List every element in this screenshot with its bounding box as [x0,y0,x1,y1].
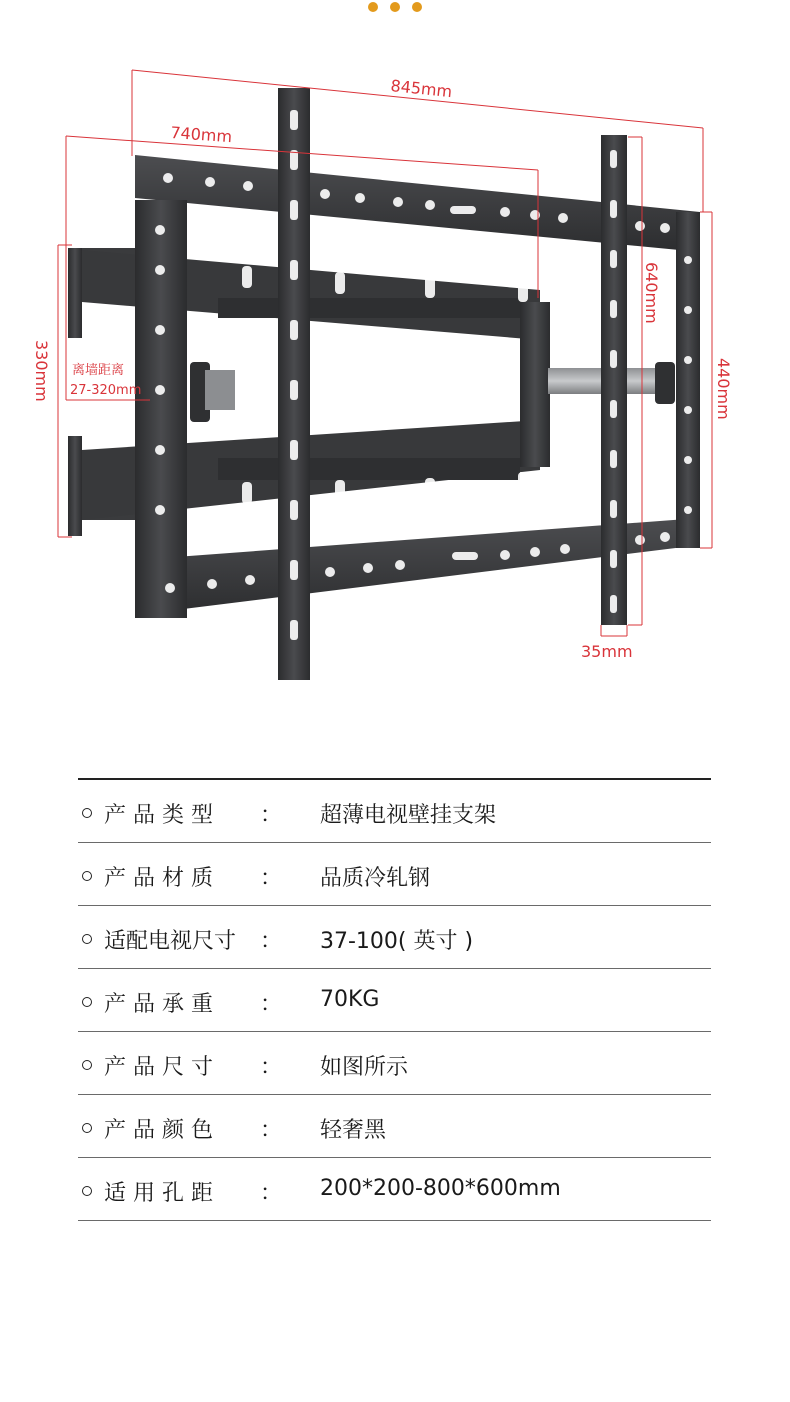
spec-label: 适配电视尺寸 [104,929,237,954]
spec-colon: ： [260,1181,283,1206]
spec-label: 产 品 类 型 [104,803,213,828]
spec-label: 产 品 材 质 [104,866,213,891]
bullet-icon [82,871,92,881]
spec-colon: ： [260,1118,283,1143]
bullet-icon [82,1060,92,1070]
spec-row [78,780,711,843]
spec-row [78,969,711,1032]
spec-value: 如图所示 [320,1055,409,1080]
spec-value: 200*200-800*600mm [320,1176,561,1201]
bullet-icon [82,997,92,1007]
overall-width-label: 845mm [389,76,454,102]
spec-table [78,778,711,1221]
wall-distance-value: 27-320mm [70,383,142,398]
rail-width-label: 35mm [581,642,633,661]
spec-row [78,1095,711,1158]
bullet-icon [82,808,92,818]
dot [368,2,378,12]
rail-height-label: 640mm [642,262,661,324]
spec-colon: ： [260,992,283,1017]
dot [390,2,400,12]
spec-label: 适 用 孔 距 [104,1181,213,1206]
bullet-icon [82,934,92,944]
spec-value: 超薄电视壁挂支架 [320,803,497,828]
spec-row [78,1032,711,1095]
spec-label: 产 品 尺 寸 [104,1055,213,1080]
left-height-label: 330mm [32,340,51,402]
bullet-icon [82,1123,92,1133]
dot [412,2,422,12]
spec-label: 产 品 颜 色 [104,1118,213,1143]
spec-colon: ： [260,866,283,891]
spec-row [78,843,711,906]
wall-distance-label: 离墙距离 [72,363,125,378]
spec-row [78,906,711,969]
spec-label: 产 品 承 重 [104,992,213,1017]
spec-colon: ： [260,1055,283,1080]
spec-value: 37-100( 英寸 ) [320,929,474,954]
bracket-diagram [0,40,790,700]
header-dots [368,2,422,12]
spec-value: 品质冷轧钢 [320,866,431,891]
inner-width-label: 740mm [169,122,233,147]
spec-colon: ： [260,929,283,954]
bullet-icon [82,1186,92,1196]
spec-value: 轻奢黑 [320,1118,387,1143]
spec-value: 70KG [320,987,380,1012]
frame-height-label: 440mm [714,358,733,420]
spec-row [78,1158,711,1221]
spec-colon: ： [260,803,283,828]
